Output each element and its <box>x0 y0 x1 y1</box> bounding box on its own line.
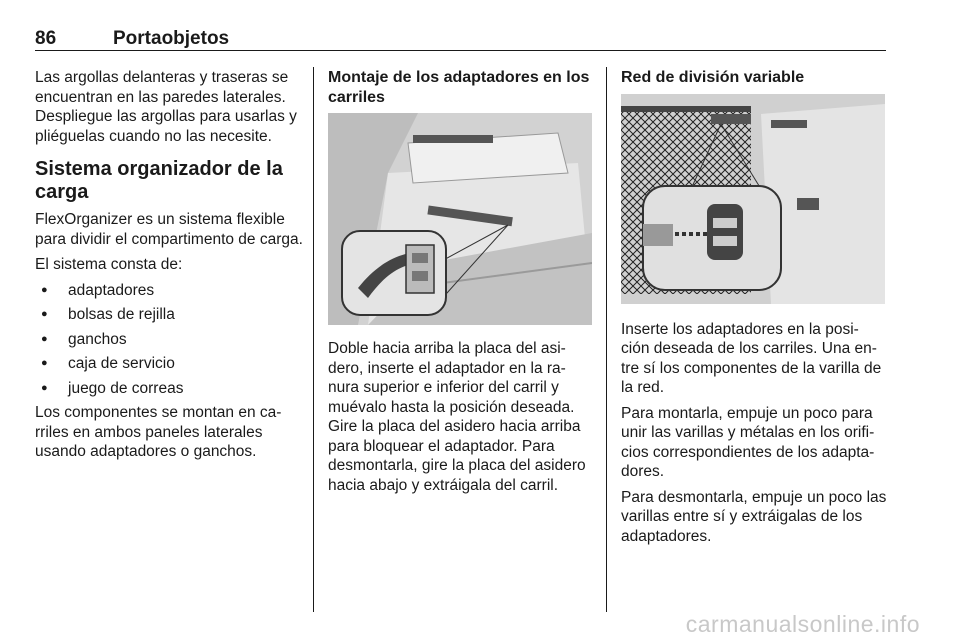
column-3 <box>621 68 887 552</box>
intro-paragraph: Las argollas delanteras y traseras se encuentran en las paredes laterales. Despliegue las argollas para usarlas y pliéguelas cuando no las necesite. <box>35 69 297 145</box>
list-item: ● bolsas de rejilla <box>35 305 303 325</box>
section-heading: Red de división variable <box>621 69 805 86</box>
column-divider <box>606 67 607 612</box>
paragraph: FlexOrganizer es un sistema flexible para dividir el compartimento de carga. <box>35 211 303 248</box>
paragraph: Inserte los adaptadores en la posi-ción deseada de los carriles. Una en-tre sí los componentes de la varilla de la red. <box>621 320 882 396</box>
list-item: ● ganchos <box>35 330 303 350</box>
page-title: Portaobjetos <box>113 28 230 49</box>
column-2 <box>328 68 596 501</box>
column-1 <box>35 68 303 468</box>
list-item: ● adaptadores <box>35 281 303 301</box>
section-heading: Sistema organizador de la carga <box>35 158 283 203</box>
column-divider <box>313 67 314 612</box>
cargo-net-illustration <box>621 94 885 304</box>
paragraph: Para montarla, empuje un poco para unir las varillas y métalas en los orifi-cios correspondientes de los adapta-dores. <box>621 404 875 480</box>
list-item: ● juego de correas <box>35 379 303 399</box>
cargo-rail-illustration <box>328 113 592 325</box>
paragraph: Los componentes se montan en ca-rriles en ambos paneles laterales usando adaptadores o ganchos. <box>35 404 282 460</box>
instruction-paragraph: Doble hacia arriba la placa del asi-dero, inserte el adaptador en la ra-nura superior e inferior del carril y muévalo hasta la posición deseada. Gire la placa del asidero hacia arriba para bloquear el adaptador. Para desmontarla, gire la placa del asidero hacia abajo y extráigala del carril. <box>328 340 586 494</box>
net-illustration <box>621 94 885 304</box>
page-header <box>35 26 886 51</box>
paragraph: El sistema consta de: <box>35 256 183 273</box>
paragraph: Para desmontarla, empuje un poco las varillas entre sí y extráigalas de los adaptadores. <box>621 488 887 545</box>
watermark: carmanualsonline.info <box>685 611 920 637</box>
component-list <box>35 281 303 399</box>
list-item: ● caja de servicio <box>35 354 303 374</box>
page-number: 86 <box>35 28 57 49</box>
section-heading: Montaje de los adaptadores en los carriles <box>328 69 590 106</box>
adapter-illustration <box>328 113 592 325</box>
